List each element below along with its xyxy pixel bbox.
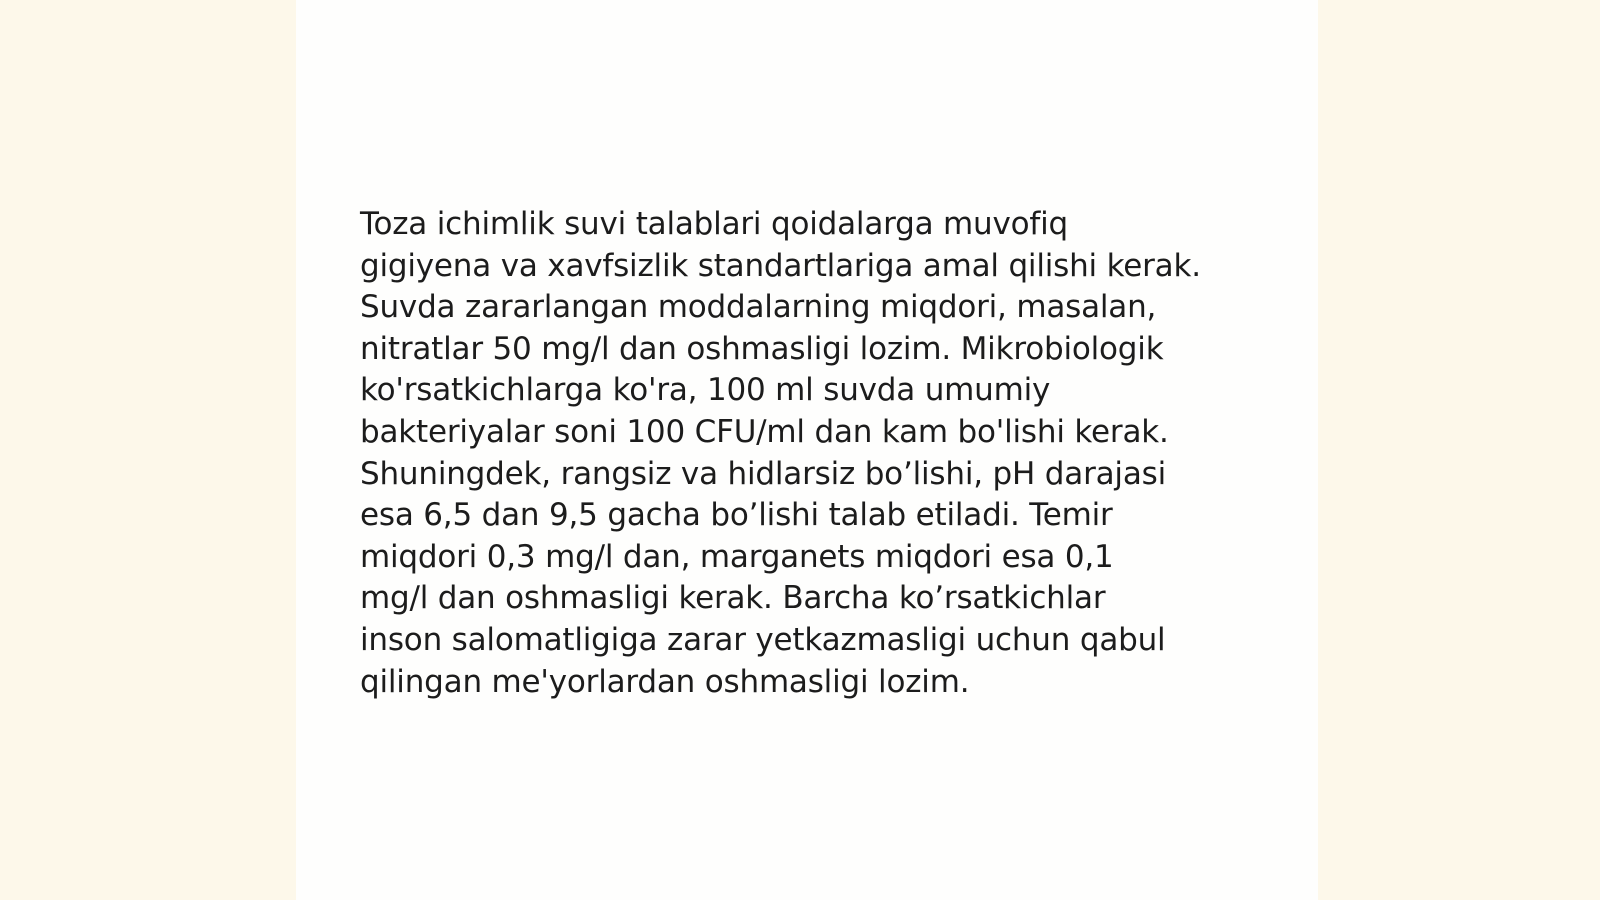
left-margin-panel <box>0 0 296 900</box>
document-page <box>296 0 1318 900</box>
body-paragraph: Toza ichimlik suvi talablari qoidalarga muvofiq gigiyena va xavfsizlik standartlariga amal qilishi kerak. Suvda zararlangan moddalarning miqdori, masalan, nitratlar 50 mg/l dan oshmasligi lozim. Mikrobiologik ko'rsatkichlarga ko'ra, 100 ml suvda umumiy bakteriyalar soni 100 CFU/ml dan kam bo'lishi kerak. Shuningdek, rangsiz va hidlarsiz bo’lishi, pH darajasi esa 6,5 dan 9,5 gacha bo’lishi talab etiladi. Temir miqdori 0,3 mg/l dan, marganets miqdori esa 0,1 mg/l dan oshmasligi kerak. Barcha ko’rsatkichlar inson salomatligiga zarar yetkazmasligi uchun qabul qilingan me'yorlardan oshmasligi lozim. <box>360 206 1201 700</box>
right-margin-panel <box>1318 0 1600 900</box>
